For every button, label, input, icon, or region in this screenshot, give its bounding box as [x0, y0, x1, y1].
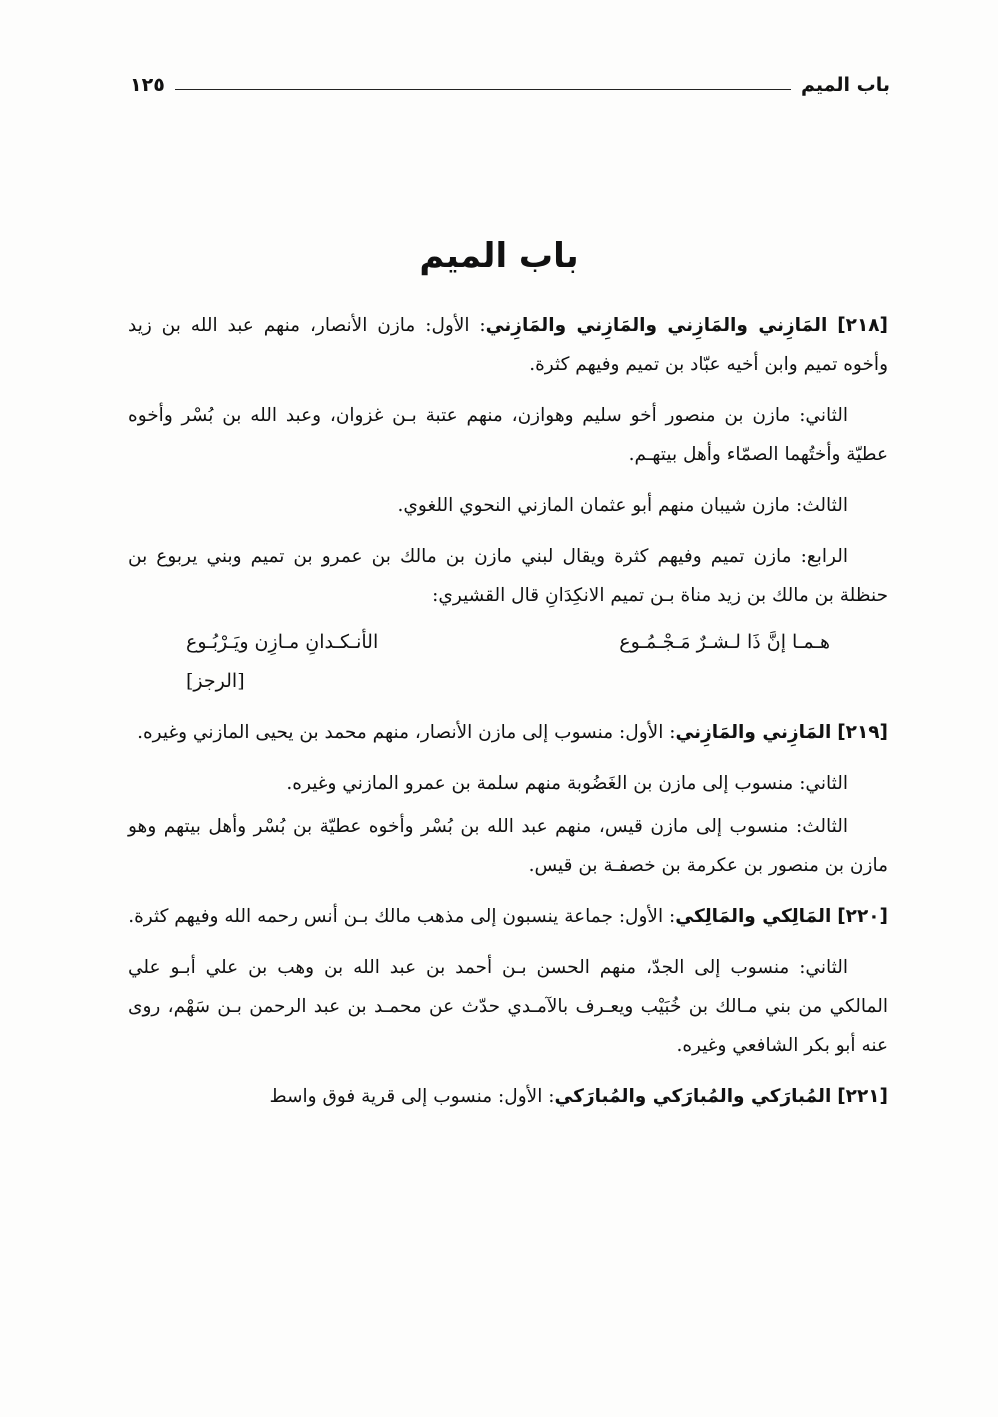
entry-219-number: [٢١٩] — [837, 722, 888, 743]
entry-219-third: الثالث: منسوب إلى مازن قيس، منهم عبد الله بن بُسْر وأخوه عطيّة بن بُسْر وأهل بيتهم وهو مازن بن منصور بن عكرمة بن خصفـة بن قيس. — [128, 816, 888, 876]
entry-220-first: : الأول: جماعة ينسبون إلى مذهب مالك بـن أنس رحمه الله وفيهم كثرة. — [128, 906, 676, 927]
verse-meter: [الرجز] — [186, 670, 245, 692]
entry-220-second: الثاني: منسوب إلى الجدّ، منهم الحسن بـن أحمد بن عبد الله بن وهب بن علي أبـو علي المالكي من بني مـالك بن خُبَيْب ويعـرف بالآمـدي حدّث عن محمـد بن عبد الرحمن بـن سَهْم، روى عنه أبو بكر الشافعي وغيره. — [128, 957, 888, 1056]
entry-218-fourth: الرابع: مازن تميم وفيهم كثرة ويقال لبني مازن بن مالك بن عمرو بن تميم وبني يربوع بن حنظلة بن مالك بن زيد مناة بـن تميم الانكِدَانِ قال القشيري: — [128, 546, 888, 606]
chapter-title: باب الميم — [419, 236, 579, 276]
entry-220-number: [٢٢٠] — [837, 906, 888, 927]
entry-218-second: الثاني: مازن بن منصور أخو سليم وهوازن، منهم عتبة بـن غزوان، وعبد الله بن بُسْر وأخوه عطيّة وأختُهما الصمّاء وأهل بيتهـم. — [128, 405, 888, 465]
entry-220-intro — [128, 897, 888, 936]
entry-221-number: [٢٢١] — [837, 1086, 888, 1107]
page-body — [128, 306, 888, 1128]
entry-219-intro — [128, 713, 888, 752]
entry-219-second: الثاني: منسوب إلى مازن بن الغَضُوبة منهم سلمة بن عمرو المازني وغيره. — [286, 773, 848, 794]
entry-218-third: الثالث: مازن شيبان منهم أبو عثمان المازني النحوي اللغوي. — [397, 495, 848, 516]
header-rule — [175, 89, 791, 90]
entry-218-intro — [128, 306, 888, 384]
page-number: ١٢٥ — [130, 74, 165, 96]
verse-first-hemistich: هـمـا إنَّ ذَا لـشـرٌ مَـجْـمُـوع — [619, 631, 830, 653]
verse-second-hemistich: الأنـكـدانِ مـازِن ويَـرْبُـوع — [186, 631, 379, 653]
entry-218-number: [٢١٨] — [837, 315, 888, 336]
entry-219-heading: المَازِني والمَازِني — [675, 722, 832, 743]
entry-218-heading: المَازِني والمَازِني والمَازِني والمَازِني — [485, 315, 828, 336]
running-header — [130, 70, 890, 100]
entry-219-first: : الأول: منسوب إلى مازن الأنصار، منهم محمد بن يحيى المازني وغيره. — [137, 722, 676, 743]
running-header-chapter: باب الميم — [800, 74, 890, 96]
entry-220-heading: المَالِكي والمَالِكي — [675, 906, 832, 927]
entry-221-heading: المُبارَكي والمُبارَكي والمُبارَكي — [554, 1086, 832, 1107]
poetry-verse — [128, 623, 888, 662]
entry-221-first: : الأول: منسوب إلى قرية فوق واسط — [269, 1086, 555, 1107]
entry-221-intro — [128, 1077, 888, 1116]
entry-218-first: : الأول: مازن الأنصار، منهم عبد الله بن زيد وأخوه تميم وابن أخيه عبّاد بن تميم وفيهم كثرة. — [128, 315, 888, 375]
